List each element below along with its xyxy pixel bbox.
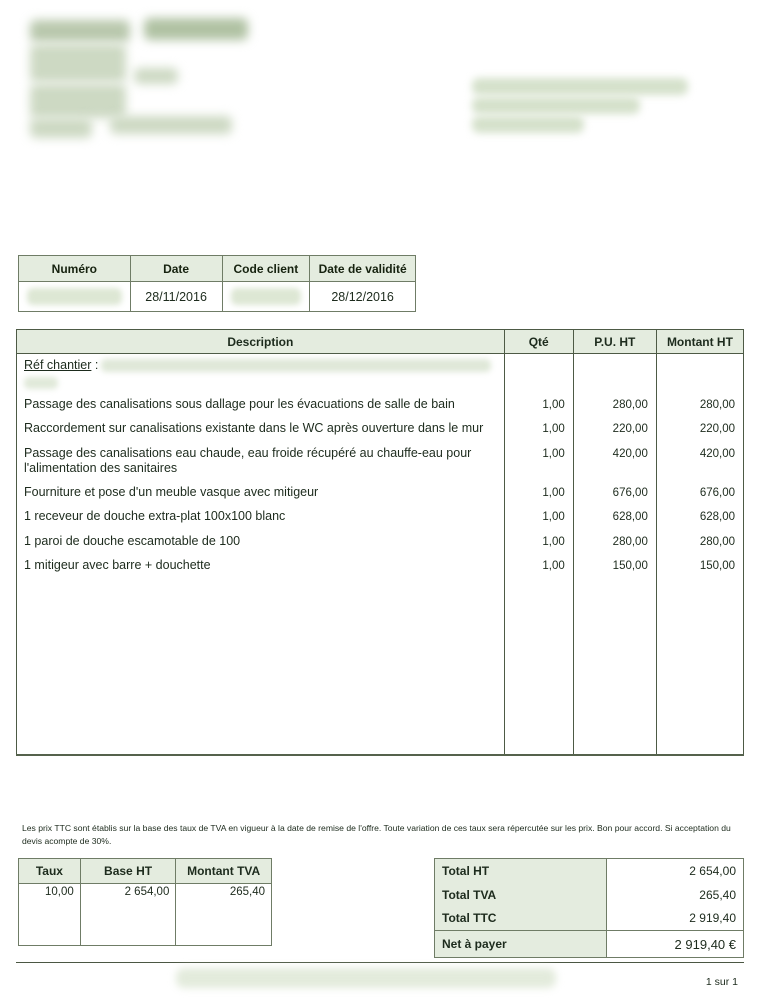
total-tva-row	[435, 883, 744, 907]
item-qte: 1,00	[504, 505, 573, 530]
info-value-date: 28/11/2016	[130, 282, 222, 312]
items-header-pu-ht: P.U. HT	[573, 330, 656, 354]
reference-qte	[504, 354, 573, 393]
reference-cell	[17, 354, 505, 393]
info-header-numero: Numéro	[19, 256, 131, 282]
item-montant-ht: 420,00	[699, 447, 735, 460]
item-description: 1 mitigeur avec barre + douchette	[17, 554, 505, 579]
item-description: Raccordement sur canalisations existante dans le WC après ouverture dans le mur	[17, 417, 505, 442]
net-a-payer-value: 2 919,40 €	[607, 931, 744, 958]
redacted-ref-chantier-value	[101, 359, 491, 372]
page-number: 1 sur 1	[705, 976, 738, 988]
redacted-numero	[27, 288, 122, 305]
info-header-date: Date	[130, 256, 222, 282]
total-tva-label: Total TVA	[435, 883, 607, 907]
vat-taux: 10,00	[19, 884, 81, 946]
line-items-table	[16, 329, 744, 756]
vat-base-ht: 2 654,00	[80, 884, 176, 946]
total-ht-value: 2 654,00	[689, 863, 736, 878]
info-header-date-validite: Date de validité	[310, 256, 416, 282]
totals-table	[434, 858, 744, 958]
vat-header-row	[19, 859, 272, 884]
item-montant-ht: 280,00	[699, 535, 735, 548]
items-empty-space	[17, 579, 744, 755]
info-header-code-client: Code client	[222, 256, 310, 282]
vat-header-montant-tva: Montant TVA	[176, 859, 272, 884]
net-a-payer-label: Net à payer	[435, 931, 607, 958]
total-ht-label: Total HT	[435, 859, 607, 883]
total-ttc-value: 2 919,40	[689, 911, 736, 926]
info-value-numero	[19, 282, 131, 312]
reference-pu	[573, 354, 656, 393]
vat-row	[19, 884, 272, 946]
item-qte: 1,00	[504, 530, 573, 555]
vat-header-base-ht: Base HT	[80, 859, 176, 884]
redacted-company-footer	[176, 968, 556, 988]
info-value-date-validite: 28/12/2016	[310, 282, 416, 312]
item-pu-ht: 220,00	[573, 417, 656, 442]
item-pu-ht: 420,00	[573, 442, 656, 481]
vat-montant-tva: 265,40	[176, 884, 272, 946]
info-value-row	[19, 282, 416, 312]
item-montant-ht: 628,00	[699, 511, 735, 523]
client-address-block	[472, 78, 688, 136]
vat-breakdown-table	[18, 858, 272, 946]
info-value-code-client	[222, 282, 310, 312]
vat-header-taux: Taux	[19, 859, 81, 884]
footer-divider	[16, 962, 744, 963]
ref-chantier-separator: :	[91, 358, 99, 372]
table-row	[17, 530, 744, 555]
table-row	[17, 481, 744, 506]
items-header-montant-ht: Montant HT	[656, 330, 743, 354]
items-header-qte: Qté	[504, 330, 573, 354]
item-qte: 1,00	[504, 442, 573, 481]
items-header-row	[17, 330, 744, 354]
reference-row	[17, 354, 744, 393]
item-qte: 1,00	[504, 554, 573, 579]
legal-disclaimer: Les prix TTC sont établis sur la base des taux de TVA en vigueur à la date de remise de l'offre. Toute variation de ces taux sera répercutée sur les prix. Bon pour accord. Si acceptation du devis acompte de 30%.	[22, 823, 731, 846]
item-pu-ht: 280,00	[573, 393, 656, 418]
item-description: 1 paroi de douche escamotable de 100	[17, 530, 505, 555]
company-logo	[18, 10, 258, 140]
item-description: 1 receveur de douche extra-plat 100x100 blanc	[17, 505, 505, 530]
net-a-payer-row	[435, 931, 744, 958]
item-montant-ht: 220,00	[699, 423, 735, 435]
item-pu-ht: 150,00	[573, 554, 656, 579]
reference-montant	[656, 354, 743, 393]
item-description: Fourniture et pose d'un meuble vasque avec mitigeur	[17, 481, 505, 506]
item-pu-ht: 676,00	[573, 481, 656, 506]
redacted-ref-chantier-value-2	[24, 377, 58, 389]
item-pu-ht: 628,00	[573, 505, 656, 530]
table-row	[17, 505, 744, 530]
items-header-description: Description	[17, 330, 505, 354]
table-row	[17, 442, 744, 481]
table-row	[17, 393, 744, 418]
item-pu-ht: 280,00	[573, 530, 656, 555]
table-row	[17, 554, 744, 579]
total-ht-row	[435, 859, 744, 883]
ref-chantier-label: Réf chantier	[24, 358, 92, 372]
document-info-table	[18, 255, 416, 312]
item-montant-ht: 150,00	[699, 560, 735, 572]
redacted-code-client	[231, 288, 302, 305]
letterhead	[0, 0, 760, 240]
info-header-row	[19, 256, 416, 282]
total-ttc-label: Total TTC	[435, 907, 607, 931]
item-qte: 1,00	[504, 417, 573, 442]
item-description: Passage des canalisations eau chaude, eau froide récupéré au chauffe-eau pour l'alimentation des sanitaires	[17, 442, 505, 481]
total-tva-value: 265,40	[699, 887, 736, 902]
item-montant-ht: 280,00	[699, 398, 735, 411]
item-description: Passage des canalisations sous dallage pour les évacuations de salle de bain	[17, 393, 505, 418]
item-qte: 1,00	[504, 393, 573, 418]
item-montant-ht: 676,00	[699, 486, 735, 499]
total-ttc-row	[435, 907, 744, 931]
item-qte: 1,00	[504, 481, 573, 506]
table-row	[17, 417, 744, 442]
